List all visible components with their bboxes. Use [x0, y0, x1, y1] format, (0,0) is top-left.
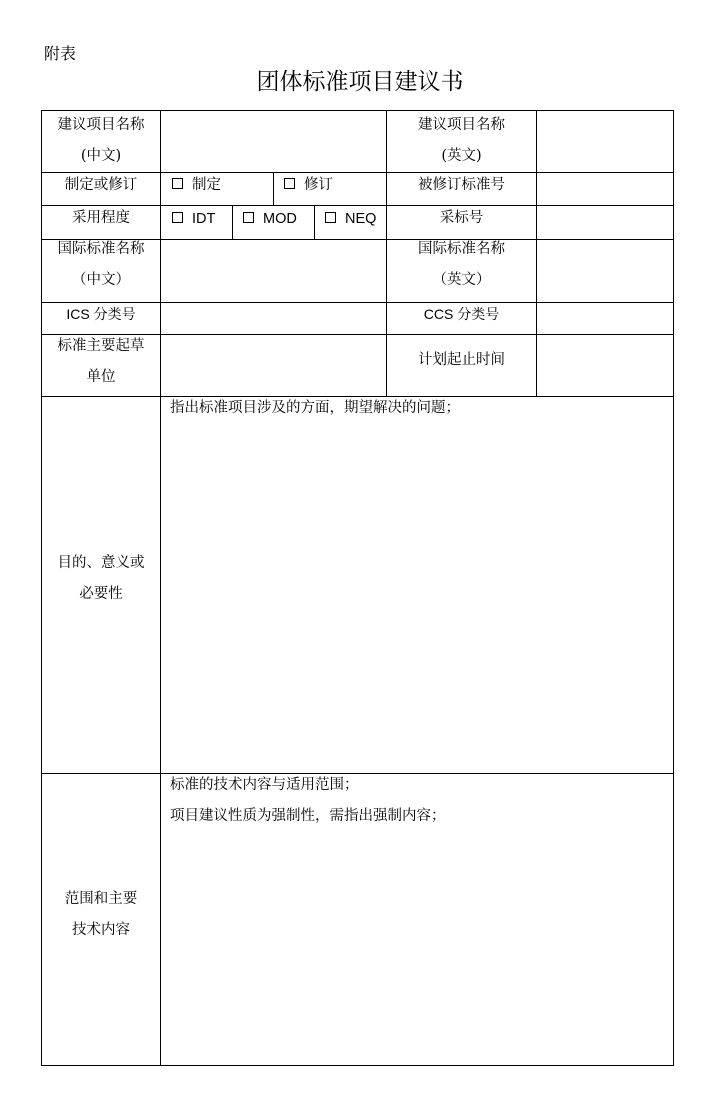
page-title: 团体标准项目建议书 — [256, 69, 464, 95]
revised-standard-field[interactable] — [537, 173, 673, 205]
intl-standard-name-en-field[interactable] — [537, 240, 673, 302]
purpose-label: 目的、意义或 必要性 — [57, 555, 145, 602]
schedule-field[interactable] — [537, 335, 673, 396]
project-name-cn-field[interactable] — [161, 111, 386, 172]
table-col-divider — [232, 205, 233, 240]
schedule-label: 计划起止时间 — [418, 352, 505, 368]
checkbox-icon — [172, 212, 183, 223]
scope-hint-2: 项目建议性质为强制性，需指出强制内容； — [170, 808, 446, 824]
intl-standard-name-cn-label: 国际标准名称 （中文） — [57, 241, 145, 288]
scope-label: 范围和主要 技术内容 — [64, 891, 138, 938]
scope-hint-1: 标准的技术内容与适用范围； — [170, 777, 359, 793]
table-border-right — [673, 110, 674, 1066]
ics-code-field[interactable] — [161, 303, 386, 334]
intl-standard-name-en-label: 国际标准名称 （英文） — [418, 241, 505, 288]
purpose-hint: 指出标准项目涉及的方面，期望解决的问题； — [170, 400, 460, 416]
adopted-number-label: 采标号 — [439, 210, 484, 226]
drafting-unit-label: 标准主要起草 单位 — [57, 338, 145, 385]
checkbox-icon — [284, 178, 295, 189]
table-row-divider — [41, 773, 674, 774]
option-revise[interactable]: 修订 — [284, 175, 333, 195]
table-border-bottom — [41, 1065, 674, 1066]
table-row-divider — [41, 396, 674, 397]
adopted-number-field[interactable] — [537, 206, 673, 239]
annex-label: 附表 — [44, 44, 77, 63]
option-formulate[interactable]: 制定 — [172, 175, 221, 195]
checkbox-icon — [243, 212, 254, 223]
checkbox-icon — [172, 178, 183, 189]
checkbox-icon — [325, 212, 336, 223]
option-mod[interactable]: MOD — [243, 209, 297, 229]
project-name-cn-label: 建议项目名称 (中文) — [57, 117, 145, 164]
table-col-divider — [314, 205, 315, 240]
option-idt[interactable]: IDT — [172, 209, 215, 229]
purpose-field[interactable] — [161, 420, 673, 772]
adoption-degree-label: 采用程度 — [72, 210, 130, 226]
ccs-code-field[interactable] — [537, 303, 673, 334]
revised-standard-label: 被修订标准号 — [418, 177, 505, 193]
ics-code-label: ICS 分类号 — [66, 306, 136, 322]
scope-field[interactable] — [161, 830, 673, 1064]
option-neq[interactable]: NEQ — [325, 209, 376, 229]
project-name-en-field[interactable] — [537, 111, 673, 172]
intl-standard-name-cn-field[interactable] — [161, 240, 386, 302]
revision-type-label: 制定或修订 — [64, 177, 138, 193]
project-name-en-label: 建议项目名称 (英文) — [418, 117, 505, 164]
ccs-code-label: CCS 分类号 — [423, 306, 500, 322]
drafting-unit-field[interactable] — [161, 335, 386, 396]
table-col-divider — [273, 172, 274, 206]
